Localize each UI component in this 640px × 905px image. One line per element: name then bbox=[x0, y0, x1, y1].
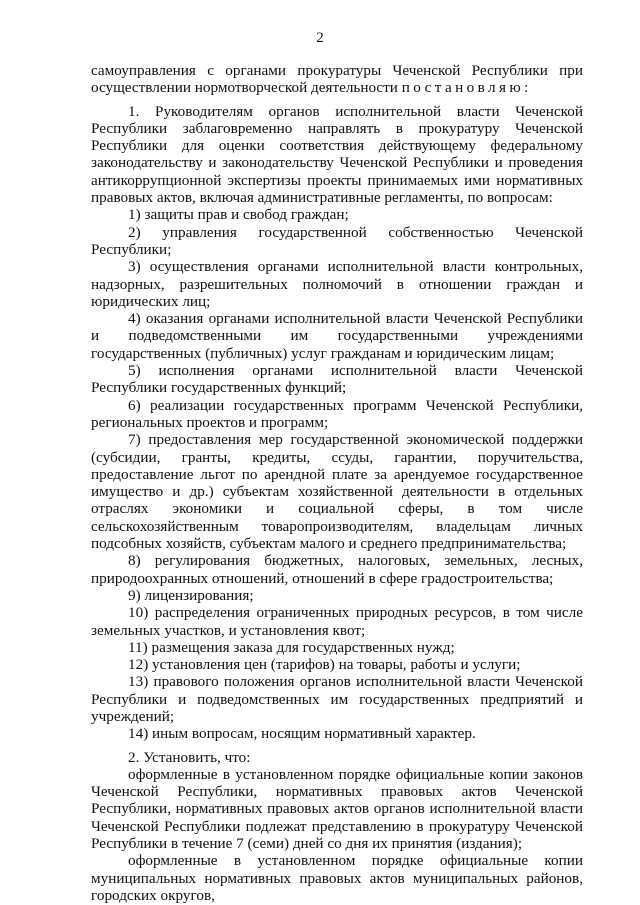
clause-1-item: 14) иным вопросам, носящим нормативный характер. bbox=[128, 725, 476, 743]
clause-2-intro: 2. Установить, что: bbox=[128, 748, 251, 766]
clause-1-item: 9) лицензирования; bbox=[128, 586, 254, 604]
clause-1-item: 7) предоставления мер государственной экономической поддержки (субсидии, гранты, кредиты, ссуды, гарантии, поручительства, предоставление льгот по арендной плате за арендуемое государственное имущество и др.) субъектам хозяйственной деятельности в отдельных отраслях экономики и социальной сферы, в том числе сельскохозяйственным товаропроизводителям, владельцам личных подсобных хозяйств, субъектам малого и среднего предпринимательства; bbox=[91, 431, 583, 553]
clause-2-paragraph: оформленные в установленном порядке официальные копии муниципальных нормативных правовых актов муниципальных районов, городских округов, bbox=[91, 852, 583, 904]
opening-text: самоуправления с органами прокуратуры Чеченской Республики при осуществлении нормотворческой деятельности bbox=[91, 62, 583, 97]
clause-1-intro: 1. Руководителям органов исполнительной власти Чеченской Республики заблаговременно направлять в прокуратуру Чеченской Республики для оценки соответствия действующему федеральному законодательству и законодательству Чеченской Республики и проведения антикоррупционной экспертизы проекты принимаемых ими нормативных правовых актов, включая административные регламенты, по вопросам: bbox=[91, 102, 583, 207]
clause-1-item: 3) осуществления органами исполнительной власти контрольных, надзорных, разрешительных полномочий в отношении граждан и юридических лиц; bbox=[91, 258, 583, 310]
clause-1-item: 13) правового положения органов исполнительной власти Чеченской Республики и подведомственных им государственных предприятий и учреждений; bbox=[91, 673, 583, 725]
opening-paragraph bbox=[91, 62, 583, 97]
clause-1-item: 2) управления государственной собственностью Чеченской Республики; bbox=[91, 223, 583, 258]
page-number: 2 bbox=[316, 30, 324, 46]
document-body bbox=[91, 62, 583, 904]
clause-1-item: 8) регулирования бюджетных, налоговых, земельных, лесных, природоохранных отношений, отношений в сфере градостроительства; bbox=[91, 552, 583, 587]
decree-keyword: постановляю: bbox=[401, 79, 532, 97]
clause-1-item: 10) распределения ограниченных природных ресурсов, в том числе земельных участков, и установления квот; bbox=[91, 604, 583, 639]
clause-1-item: 11) размещения заказа для государственных нужд; bbox=[128, 638, 455, 656]
clause-1-item: 4) оказания органами исполнительной власти Чеченской Республики и подведомственными им государственными учреждениями государственных (публичных) услуг гражданам и юридическим лицам; bbox=[91, 310, 583, 362]
clause-1-item: 5) исполнения органами исполнительной власти Чеченской Республики государственных функций; bbox=[91, 362, 583, 397]
clause-1-item: 12) установления цен (тарифов) на товары, работы и услуги; bbox=[128, 656, 521, 674]
clause-1-item: 1) защиты прав и свобод граждан; bbox=[128, 206, 349, 224]
clause-1-item: 6) реализации государственных программ Чеченской Республики, региональных проектов и программ; bbox=[91, 396, 583, 431]
clause-2-paragraph: оформленные в установленном порядке официальные копии законов Чеченской Республики, нормативных правовых актов Чеченской Республики, нормативных правовых актов органов исполнительной власти Чеченской Республики подлежат представлению в прокуратуру Чеченской Республики в течение 7 (семи) дней со дня их принятия (издания); bbox=[91, 765, 583, 853]
